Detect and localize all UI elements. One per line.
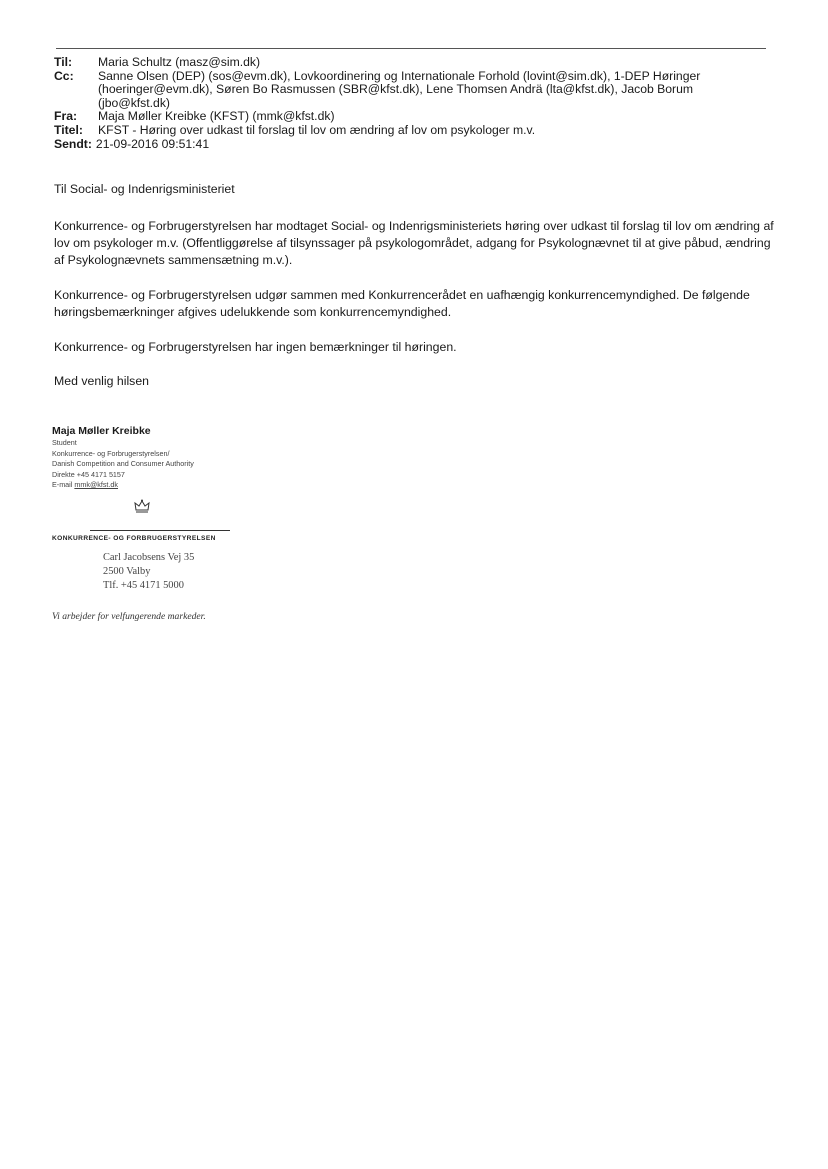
paragraph-2: Konkurrence- og Forbrugerstyrelsen udgør sammen med Konkurrencerådet en uafhængig konkurrencemyndighed. De følgende høringsbemærkninger afgives udelukkende som konkurrencemyndighed. [54, 288, 750, 320]
to-value: Maria Schultz (masz@sim.dk) [98, 55, 261, 69]
paragraph-3: Konkurrence- og Forbrugerstyrelsen har ingen bemærkninger til høringen. [54, 340, 457, 354]
signature-org-en: Danish Competition and Consumer Authority [52, 459, 194, 468]
paragraph-1: Konkurrence- og Forbrugerstyrelsen har modtaget Social- og Indenrigsministeriets høring over udkast til forslag til lov om ændring af lov om psykologer m.v. (Offentliggørelse af tilsynssager på psykologområdet, adgang for Psykolognævnet til at give påbud, ændring af Psykolognævnets sammensætning m.v.). [54, 219, 774, 268]
from-value: Maja Møller Kreibke (KFST) (mmk@kfst.dk) [98, 109, 335, 124]
cc-row [54, 70, 744, 111]
signature-org-da: Konkurrence- og Forbrugerstyrelsen/ [52, 448, 170, 458]
subject-row [54, 124, 744, 138]
sent-label: Sendt: [54, 136, 92, 151]
cc-label: Cc: [54, 68, 74, 83]
to-row [54, 56, 744, 70]
address-street: Carl Jacobsens Vej 35 [103, 552, 195, 563]
cc-value: Sanne Olsen (DEP) (sos@evm.dk), Lovkoordinering og Internationale Forhold (lovint@sim.dk), 1-DEP Høringer (hoeringer@evm.dk), Søren Bo Rasmussen (SBR@kfst.dk), Lene Thomsen Andrä (lta@kfst.dk), Jacob Borum (jbo@kfst.dk) [98, 68, 701, 110]
signature-email-link[interactable]: mmk@kfst.dk [74, 480, 119, 489]
logo-divider [90, 530, 230, 531]
agency-tagline: Vi arbejder for velfungerende markeder. [52, 611, 206, 622]
address-city: 2500 Valby [103, 566, 151, 577]
from-label: Fra: [54, 109, 78, 124]
logo-text: KONKURRENCE- OG FORBRUGERSTYRELSEN [52, 535, 216, 542]
subject-value: KFST - Høring over udkast til forslag til lov om ændring af lov om psykologer m.v. [98, 122, 536, 137]
subject-label: Titel: [54, 122, 83, 137]
sent-row [54, 138, 744, 152]
address-phone: Tlf. +45 4171 5000 [103, 580, 184, 591]
header-divider [56, 48, 766, 49]
signature-name: Maja Møller Kreibke [52, 425, 151, 437]
from-row [54, 110, 744, 124]
agency-address [103, 551, 194, 593]
sent-value: 21-09-2016 09:51:41 [95, 136, 210, 151]
email-header [54, 56, 744, 151]
to-label: Til: [54, 55, 73, 69]
signature-email-row [52, 480, 194, 491]
signature-email-label: E-mail [52, 480, 73, 489]
signature-role: Student [52, 438, 77, 447]
crown-icon [134, 499, 150, 513]
greeting: Til Social- og Indenrigsministeriet [54, 182, 235, 196]
closing: Med venlig hilsen [54, 374, 150, 388]
signature-direct: Direkte +45 4171 5157 [52, 469, 125, 479]
signature-block [52, 425, 194, 491]
